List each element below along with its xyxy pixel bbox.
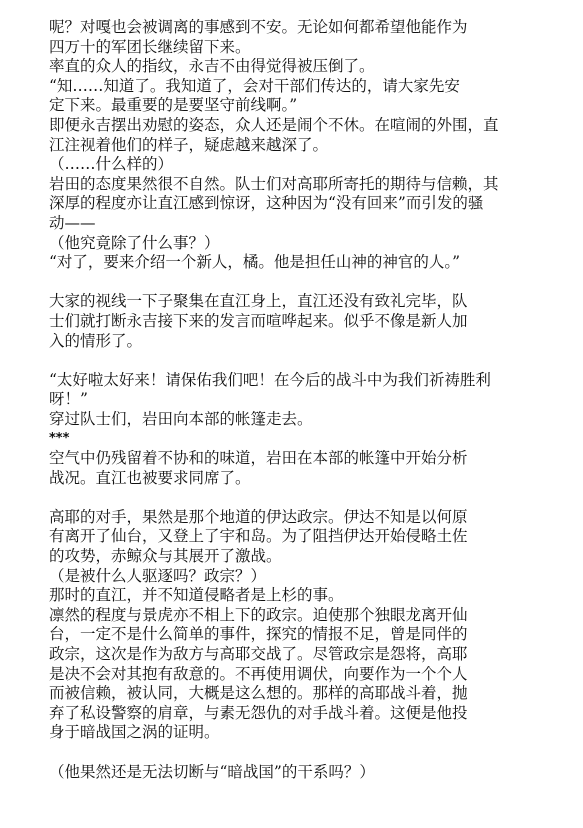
text-line: 呀！” xyxy=(49,390,88,409)
text-line: 即便永吉摆出劝慰的姿态，众人还是闹个不休。在喧闹的外围，直 xyxy=(49,115,499,134)
text-line: 动—— xyxy=(49,213,96,232)
text-line: 呢？对嘎也会被调离的事感到不安。无论如何都希望他能作为 xyxy=(49,18,468,36)
text-line: 台，一定不是什么简单的事件，探究的情报不足，曾是同伴的 xyxy=(49,625,468,644)
section-separator: *** xyxy=(49,431,70,447)
text-line: “知……知道了。我知道了，会对干部们传达的，请大家先安 xyxy=(49,76,460,95)
text-line: 江注视着他们的样子，疑虑越来越深了。 xyxy=(49,135,329,154)
text-line: 凛然的程度与景虎亦不相上下的政宗。迫使那个独眼龙离开仙 xyxy=(49,605,468,624)
text-line: 的攻势，赤鲸众与其展开了激战。 xyxy=(49,547,282,566)
blank-line xyxy=(49,351,549,371)
text-line: 政宗，这次是作为敌方与高耶交战了。尽管政宗是怨将，高耶 xyxy=(49,645,468,663)
text-line: 四万十的军团长继续留下来。 xyxy=(49,37,251,56)
text-line: 定下来。最重要的是要坚守前线啊。” xyxy=(49,96,298,115)
blank-line xyxy=(49,273,549,293)
text-line: “对了，要来介绍一个新人，橘。他是担任山神的神官的人。” xyxy=(49,253,461,272)
text-line: 大家的视线一下子聚集在直江身上，直江还没有致礼完毕，队 xyxy=(49,292,468,311)
text-line: （他究竟除了什么事？） xyxy=(49,233,220,252)
text-line: （是被什么人驱逐吗？政宗？） xyxy=(49,566,267,585)
text-line: 高耶的对手，果然是那个地道的伊达政宗。伊达不知是以何原 xyxy=(49,507,468,526)
document-page xyxy=(49,18,549,782)
blank-line xyxy=(49,743,549,763)
text-line: 率直的众人的指纹，永吉不由得觉得被压倒了。 xyxy=(49,57,375,76)
text-line: 岩田的态度果然很不自然。队士们对高耶所寄托的期待与信赖，其 xyxy=(49,174,499,193)
text-line: （……什么样的） xyxy=(49,155,174,174)
text-line: 而被信赖，被认同，大概是这么想的。那样的高耶战斗着，抛 xyxy=(49,684,468,703)
text-line: 那时的直江，并不知道侵略者是上杉的事。 xyxy=(49,586,344,605)
text-line: 弃了私设警察的肩章，与素无怨仇的对手战斗着。这便是他投 xyxy=(49,703,468,722)
text-line: 深厚的程度亦让直江感到惊讶，这种因为“没有回来”而引发的骚 xyxy=(49,194,484,213)
text-line: 是决不会对其抱有敌意的。不再使用调伏，向要作为一个个人 xyxy=(49,664,468,683)
text-line: 穿过队士们，岩田向本部的帐篷走去。 xyxy=(49,409,313,428)
text-line: 战况。直江也被要求同席了。 xyxy=(49,468,251,487)
text-line: 士们就打断永吉接下来的发言而喧哗起来。似乎不像是新人加 xyxy=(49,311,468,330)
text-line: 空气中仍残留着不协和的味道，岩田在本部的帐篷中开始分析 xyxy=(49,449,468,468)
text-line: 身于暗战国之涡的证明。 xyxy=(49,723,220,742)
blank-line xyxy=(49,488,549,508)
text-line: 有离开了仙台，又登上了宇和岛。为了阻挡伊达开始侵略土佐 xyxy=(49,527,468,546)
text-line: （他果然还是无法切断与“暗战国”的干系吗？） xyxy=(49,762,375,781)
text-line: 入的情形了。 xyxy=(49,331,143,350)
text-line: “太好啦太好来！请保佑我们吧！在今后的战斗中为我们祈祷胜利 xyxy=(49,370,491,389)
